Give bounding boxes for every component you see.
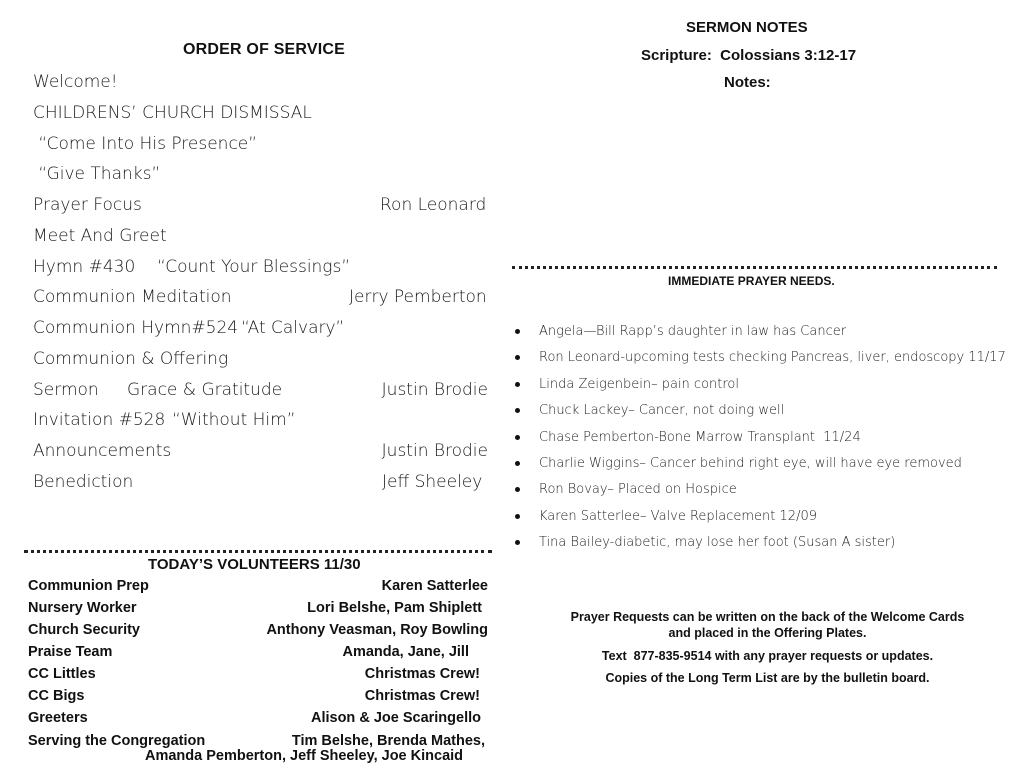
bullet-icon [515,461,520,466]
section-divider [512,266,997,269]
service-item-label: Communion Meditation [33,287,232,307]
section-divider [24,550,492,553]
prayer-item [514,430,1004,456]
volunteer-row [28,578,488,598]
service-item-label: “Come Into His Presence” [33,134,258,154]
volunteer-names: Christmas Crew! [364,688,480,704]
volunteer-role: Greeters [28,710,88,726]
bullet-icon [515,487,520,492]
volunteer-row [28,644,488,664]
prayer-item [514,350,1004,376]
bullet-icon [515,408,520,413]
service-item-label: Hymn #430 [33,257,136,277]
volunteer-role: Church Security [28,622,140,638]
prayer-item-text: Karen Satterlee– Valve Replacement 12/09 [539,508,817,524]
prayer-item-text: Linda Zeigenbein– pain control [539,376,739,392]
service-item-sermon [33,380,488,406]
prayer-item [514,377,1004,403]
service-item-benediction [33,472,488,498]
volunteer-names: Lori Belshe, Pam Shiplett [307,600,482,616]
volunteer-names-continued: Amanda Pemberton, Jeff Sheeley, Joe Kincaid [145,748,464,764]
volunteer-row [28,622,488,642]
volunteer-role: Praise Team [28,644,113,660]
volunteer-names: Christmas Crew! [364,666,480,682]
prayer-footer-line: Text 877-835-9514 with any prayer requests or updates. [601,649,934,663]
volunteer-names: Anthony Veasman, Roy Bowling [266,622,488,638]
volunteer-role: CC Bigs [28,688,85,704]
volunteer-row [28,666,488,686]
volunteers-title: TODAY’S VOLUNTEERS 11/30 [148,556,361,573]
service-item-label: Communion & Offering [33,349,229,369]
service-item-meet-greet [33,226,488,252]
service-item-label: Benediction [33,472,134,492]
prayer-item-text: Angela—Bill Rapp’s daughter in law has Cancer [539,324,847,339]
bullet-icon [515,329,520,334]
service-item-song-title: “Count Your Blessings” [157,257,351,277]
service-item-person: Jeff Sheeley [382,472,483,492]
service-item-label: Welcome! [33,72,118,92]
service-item-song-title: “At Calvary” [241,318,345,338]
prayer-footer-line: and placed in the Offering Plates. [668,626,867,640]
prayer-item [514,535,1004,561]
service-item-welcome [33,72,488,98]
service-item-person: Justin Brodie [381,441,488,461]
sermon-notes-title: SERMON NOTES [686,19,808,36]
volunteer-role: Serving the Congregation [28,733,206,749]
service-item-communion-hymn [33,318,488,344]
service-item-sermon-title: Grace & Gratitude [127,380,283,400]
service-item-label: Prayer Focus [33,195,142,215]
service-item-song [33,164,488,190]
prayer-item [514,456,1004,482]
service-item-label: Sermon [33,380,99,400]
volunteer-names: Karen Satterlee [381,578,488,594]
prayer-item-text: Ron Leonard-upcoming tests checking Pancreas, liver, endoscopy 11/17 [539,350,1006,366]
service-item-invitation [33,410,488,436]
volunteer-names: Alison & Joe Scaringello [310,710,481,726]
service-item-song [33,134,488,160]
prayer-item-text: Chase Pemberton-Bone Marrow Transplant 11/24 [539,429,861,445]
prayer-item [514,324,1004,350]
prayer-item [514,509,1004,535]
service-item-announcements [33,441,488,467]
bullet-icon [515,514,520,519]
service-item-label: Announcements [33,441,172,461]
prayer-item [514,403,1004,429]
prayer-item-text: Chuck Lackey– Cancer, not doing well [539,403,785,419]
service-item-prayer-focus [33,195,488,221]
prayer-footer-line: Prayer Requests can be written on the back of the Welcome Cards [570,610,965,624]
prayer-item-text: Charlie Wiggins– Cancer behind right eye, will have eye removed [539,455,962,471]
sermon-notes-label: Notes: [724,74,771,91]
volunteer-role: Nursery Worker [28,600,137,616]
service-item-label: CHILDRENS’ CHURCH DISMISSAL [33,103,312,123]
service-item-childrens-church [33,103,488,129]
service-item-hymn [33,257,488,283]
service-item-song-title: “Without Him” [172,410,296,430]
service-item-person: Justin Brodie [381,380,488,400]
order-of-service-title: ORDER OF SERVICE [183,41,346,58]
service-item-person: Ron Leonard [380,195,487,215]
bullet-icon [515,355,520,360]
volunteer-role: CC Littles [28,666,96,682]
prayer-list [514,324,1004,562]
prayer-needs-title: IMMEDIATE PRAYER NEEDS. [668,274,835,288]
volunteer-names: Amanda, Jane, Jill [342,644,469,660]
volunteer-row [28,600,488,620]
prayer-item [514,482,1004,508]
bullet-icon [515,382,520,387]
prayer-footer-line: Copies of the Long Term List are by the bulletin board. [605,671,930,685]
service-item-label: Communion Hymn#524 [33,318,239,338]
service-item-communion-offering [33,349,488,375]
volunteer-role: Communion Prep [28,578,149,594]
bullet-icon [515,435,520,440]
prayer-item-text: Tina Bailey-diabetic, may lose her foot (Susan A sister) [539,535,896,551]
sermon-scripture: Scripture: Colossians 3:12-17 [641,47,857,64]
service-item-label: Meet And Greet [33,226,167,246]
service-item-label: “Give Thanks” [33,164,161,184]
service-item-person: Jerry Pemberton [349,287,487,307]
service-item-communion-meditation [33,287,488,313]
bullet-icon [515,540,520,545]
volunteer-row [28,710,488,730]
prayer-item-text: Ron Bovay– Placed on Hospice [539,482,737,498]
service-item-label: Invitation #528 [33,410,166,430]
volunteer-names: Tim Belshe, Brenda Mathes, [291,733,485,749]
volunteer-row [28,688,488,708]
